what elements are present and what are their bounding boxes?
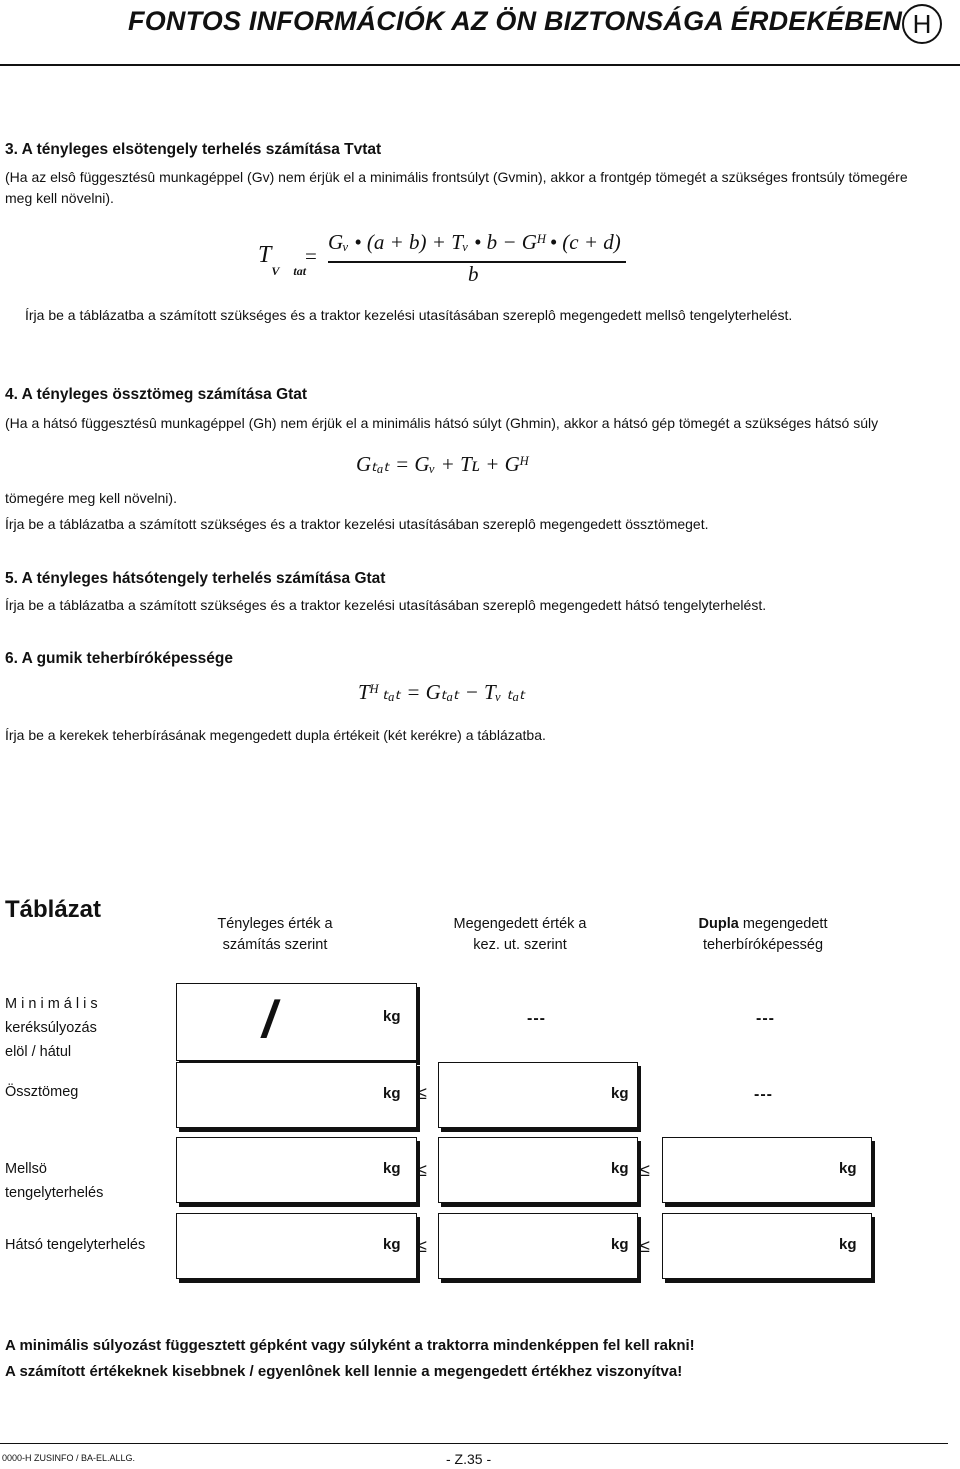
- section5-heading: 5. A tényleges hátsótengely terhelés számítása Gtat: [5, 570, 386, 587]
- min-ballast-slash: /: [257, 991, 283, 1049]
- column-header-actual-line1: Tényleges érték a: [217, 916, 333, 932]
- note-calculated-values: A számított értékeknek kisebbnek / egyenlônek kell lennie a megengedett értékhez viszonyítva!: [5, 1363, 683, 1380]
- section4-paragraph-line1: (Ha a hátsó függesztésû munkagéppel (Gh) nem érjük el a minimális hátsó súlyt (Ghmin), akkor a hátsó gép tömegét a szükséges hátsó súly: [5, 415, 879, 431]
- language-badge: H: [902, 4, 942, 44]
- column-header-allowed-line2: kez. ut. szerint: [473, 937, 567, 953]
- column-header-double-capacity: [672, 914, 854, 956]
- column-header-allowed-line1: Megengedett érték a: [453, 916, 587, 932]
- column-header-double-capacity-line2: teherbíróképesség: [702, 937, 824, 953]
- column-header-double-capacity-line1: [672, 914, 854, 935]
- section3-instruction: Írja be a táblázatba a számított szükséges és a traktor kezelési utasításában szereplô megengedett mellsô tengelyterhelést.: [25, 307, 793, 323]
- footer-doc-code: 0000-H ZUSINFO / BA-EL.ALLG.: [2, 1453, 136, 1463]
- footer-page-number: - Z.35 -: [446, 1451, 492, 1467]
- cell-total-mass-allowed[interactable]: [438, 1062, 638, 1128]
- front-axle-unit-allowed: kg: [611, 1160, 629, 1177]
- cell-rear-axle-allowed[interactable]: [438, 1213, 638, 1279]
- cell-front-axle-capacity[interactable]: [662, 1137, 872, 1203]
- header-divider: [0, 64, 960, 66]
- section6-heading: 6. A gumik teherbíróképessége: [5, 650, 233, 667]
- cell-total-mass-actual[interactable]: [176, 1062, 417, 1128]
- rear-axle-unit-allowed: kg: [611, 1236, 629, 1253]
- section6-instruction: Írja be a kerekek teherbírásának megengedett dupla értékeit (két kerékre) a táblázatba.: [5, 727, 546, 743]
- row-label-min-ballast-line1: M i n i m á l i s: [5, 996, 98, 1012]
- column-header-double-rest: megengedett: [738, 916, 828, 932]
- row-label-front-axle-line2: tengelyterhelés: [5, 1185, 104, 1201]
- rear-axle-unit-actual: kg: [383, 1236, 401, 1253]
- cell-front-axle-allowed[interactable]: [438, 1137, 638, 1203]
- footer-divider: [0, 1443, 948, 1444]
- column-header-actual: [200, 914, 350, 956]
- row-label-min-ballast: [5, 992, 155, 1064]
- front-axle-le-sign-1: ≤: [417, 1160, 427, 1180]
- cell-rear-axle-capacity[interactable]: [662, 1213, 872, 1279]
- row-label-front-axle: [5, 1157, 103, 1205]
- formula-lhs-sub1: V: [271, 264, 280, 279]
- column-header-actual-line2: számítás szerint: [222, 937, 328, 953]
- table-title: Táblázat: [5, 896, 102, 923]
- section4-heading: 4. A tényleges össztömeg számítása Gtat: [5, 386, 308, 403]
- min-ballast-allowed-dash: ---: [527, 1010, 546, 1027]
- front-axle-le-sign-2: ≤: [640, 1160, 650, 1180]
- formula-lhs-sub2: tat: [293, 264, 307, 279]
- rear-axle-unit-capacity: kg: [839, 1236, 857, 1253]
- cell-front-axle-actual[interactable]: [176, 1137, 417, 1203]
- column-header-allowed: [430, 914, 610, 956]
- rear-axle-le-sign-2: ≤: [640, 1236, 650, 1256]
- page-title: FONTOS INFORMÁCIÓK AZ ÖN BIZTONSÁGA ÉRDEKÉBEN: [128, 6, 903, 36]
- min-ballast-capacity-dash: ---: [756, 1010, 775, 1027]
- column-header-double-bold: Dupla: [698, 916, 739, 932]
- front-axle-unit-capacity: kg: [839, 1160, 857, 1177]
- row-label-total-mass: Össztömeg: [5, 1084, 79, 1100]
- row-label-min-ballast-line3: elöl / hátul: [5, 1044, 72, 1060]
- note-min-ballast: A minimális súlyozást függesztett gépként vagy súlyként a traktorra mindenképpen fel kell rakni!: [5, 1337, 695, 1354]
- section6-formula: Tᴴ ₜₐₜ = Gₜₐₜ − Tᵥ ₜₐₜ: [358, 680, 526, 704]
- section3-paragraph-line2: meg kell növelni).: [5, 190, 114, 206]
- min-ballast-unit: kg: [383, 1008, 401, 1025]
- section3-formula-denominator: b: [468, 262, 479, 286]
- rear-axle-le-sign-1: ≤: [417, 1236, 427, 1256]
- section4-paragraph-line2: tömegére meg kell növelni).: [5, 490, 177, 506]
- row-label-rear-axle: Hátsó tengelyterhelés: [5, 1237, 146, 1253]
- section3-formula-equals: =: [305, 244, 317, 268]
- front-axle-unit-actual: kg: [383, 1160, 401, 1177]
- total-mass-unit-actual: kg: [383, 1085, 401, 1102]
- section3-formula-numerator: Gᵥ • (a + b) + Tᵥ • b − Gᴴ • (c + d): [328, 230, 621, 254]
- row-label-min-ballast-line2: keréksúlyozás: [5, 1020, 97, 1036]
- section3-heading: 3. A tényleges elsötengely terhelés számítása Tvtat: [5, 141, 382, 158]
- section3-paragraph-line1: (Ha az elsô függesztésû munkagéppel (Gv) nem érjük el a minimális frontsúlyt (Gvmin), akkor a frontgép tömegét a szükséges frontsúly tömegére: [5, 169, 908, 185]
- section4-formula: Gₜₐₜ = Gᵥ + Tʟ + Gᴴ: [356, 452, 528, 476]
- section3-paragraph: [5, 167, 955, 209]
- total-mass-le-sign: ≤: [417, 1083, 427, 1103]
- total-mass-unit-allowed: kg: [611, 1085, 629, 1102]
- section4-instruction: Írja be a táblázatba a számított szükséges és a traktor kezelési utasításában szereplô megengedett össztömeget.: [5, 516, 709, 532]
- cell-min-ballast-actual[interactable]: [176, 983, 417, 1061]
- row-label-front-axle-line1: Mellsö: [5, 1161, 47, 1177]
- cell-rear-axle-actual[interactable]: [176, 1213, 417, 1279]
- total-mass-capacity-dash: ---: [754, 1086, 773, 1103]
- formula-lhs-symbol: T: [258, 242, 272, 268]
- section3-formula-lhs: [258, 242, 307, 279]
- section5-instruction: Írja be a táblázatba a számított szükséges és a traktor kezelési utasításában szereplô megengedett hátsó tengelyterhelést.: [5, 597, 767, 613]
